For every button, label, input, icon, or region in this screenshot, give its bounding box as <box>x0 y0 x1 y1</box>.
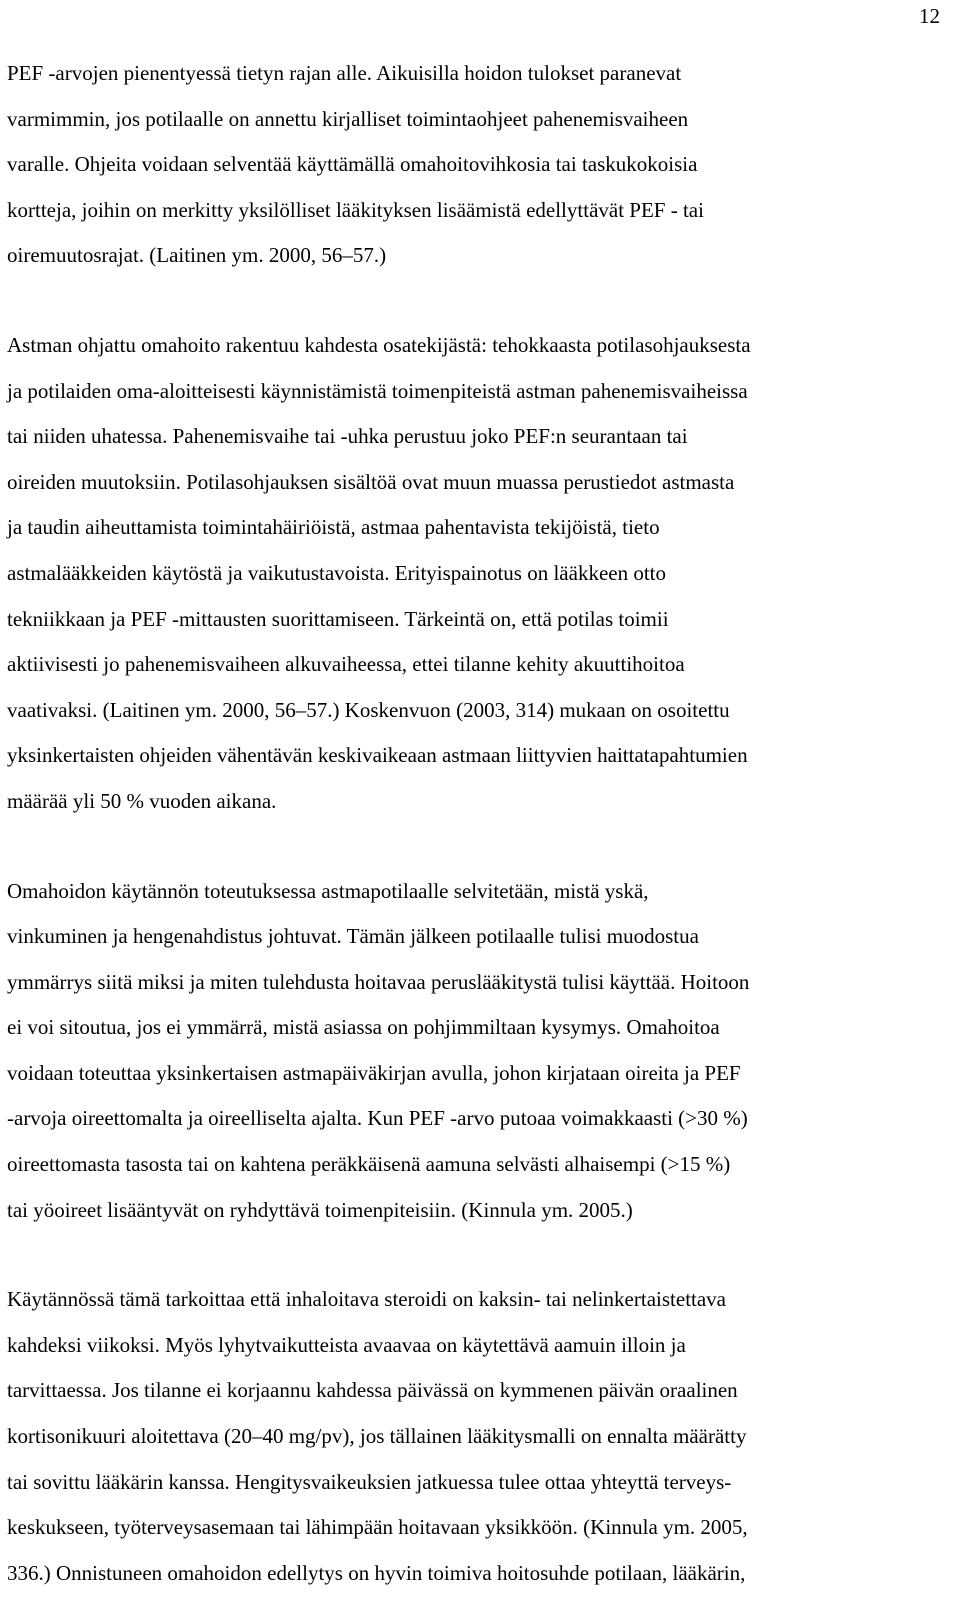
page-number: 12 <box>919 4 940 28</box>
paragraph-self-care-practice: Omahoidon käytännön toteutuksessa astmapotilaalle selvitetään, mistä yskä, vinkuminen ja hengenahdistus johtuvat. Tämän jälkeen potilaalle tulisi muodostua ymmärrys siitä miksi ja miten tulehdusta hoitavaa peruslääkitystä tulisi käyttää. Hoitoon ei voi sitoutua, jos ei ymmärrä, mistä asiassa on pohjimmiltaan kysymys. Omahoitoa voidaan toteuttaa yksinkertaisen astmapäiväkirjan avulla, johon kirjataan oireita ja PEF -arvoja oireettomalta ja oireelliselta ajalta. Kun PEF -arvo putoaa voimakkaasti (>30 %) oireettomasta tasosta tai on kahtena peräkkäisenä aamuna selvästi alhaisempi (>15 %) tai yöoireet lisääntyvät on ryhdyttävä toimenpiteisiin. (Kinnula ym. 2005.) <box>7 878 750 1222</box>
document-body <box>7 51 937 1596</box>
paragraph-medication-steps: Käytännössä tämä tarkoittaa että inhaloitava steroidi on kaksin- tai nelinkertaistettava kahdeksi viikoksi. Myös lyhytvaikutteista avaavaa on käytettävä aamuin illoin ja tarvittaessa. Jos tilanne ei korjaannu kahdessa päivässä on kymmenen päivän oraalinen kortisonikuuri aloitettava (20–40 mg/pv), jos tällainen lääkitysmalli on ennalta määrätty tai sovittu lääkärin kanssa. Hengitysvaikeuksien jatkuessa tulee ottaa yhteyttä terveys- keskukseen, työterveysasemaan tai lähimpään hoitavaan yksikköön. (Kinnula ym. 2005, 336.) Onnistuneen omahoidon edellytys on hyvin toimiva hoitosuhde potilaan, lääkärin, <box>7 1287 748 1585</box>
paragraph-guided-self-care: Astman ohjattu omahoito rakentuu kahdesta osatekijästä: tehokkaasta potilasohjauksesta ja potilaiden oma-aloitteisesti käynnistämistä toimenpiteistä astman pahenemisvaiheissa tai niiden uhatessa. Pahenemisvaihe tai -uhka perustuu joko PEF:n seurantaan tai oireiden muutoksiin. Potilasohjauksen sisältöä ovat muun muassa perustiedot astmasta ja taudin aiheuttamista toimintahäiriöistä, astmaa pahentavista tekijöistä, tieto astmalääkkeiden käytöstä ja vaikutustavoista. Erityispainotus on lääkkeen otto tekniikkaan ja PEF -mittausten suorittamiseen. Tärkeintä on, että potilas toimii aktiivisesti jo pahenemisvaiheen alkuvaiheessa, ettei tilanne kehity akuuttihoitoa vaativaksi. (Laitinen ym. 2000, 56–57.) Koskenvuon (2003, 314) mukaan on osoitettu yksinkertaisten ohjeiden vähentävän keskivaikeaan astmaan liittyvien haittatapahtumien määrää yli 50 % vuoden aikana. <box>7 332 751 813</box>
paragraph-pef-action-plan: PEF -arvojen pienentyessä tietyn rajan alle. Aikuisilla hoidon tulokset paranevat varmimmin, jos potilaalle on annettu kirjalliset toimintaohjeet pahenemisvaiheen varalle. Ohjeita voidaan selventää käyttämällä omahoitovihkosia tai taskukokoisia kortteja, joihin on merkitty yksilölliset lääkityksen lisäämistä edellyttävät PEF - tai oiremuutosrajat. (Laitinen ym. 2000, 56–57.) <box>7 61 704 268</box>
